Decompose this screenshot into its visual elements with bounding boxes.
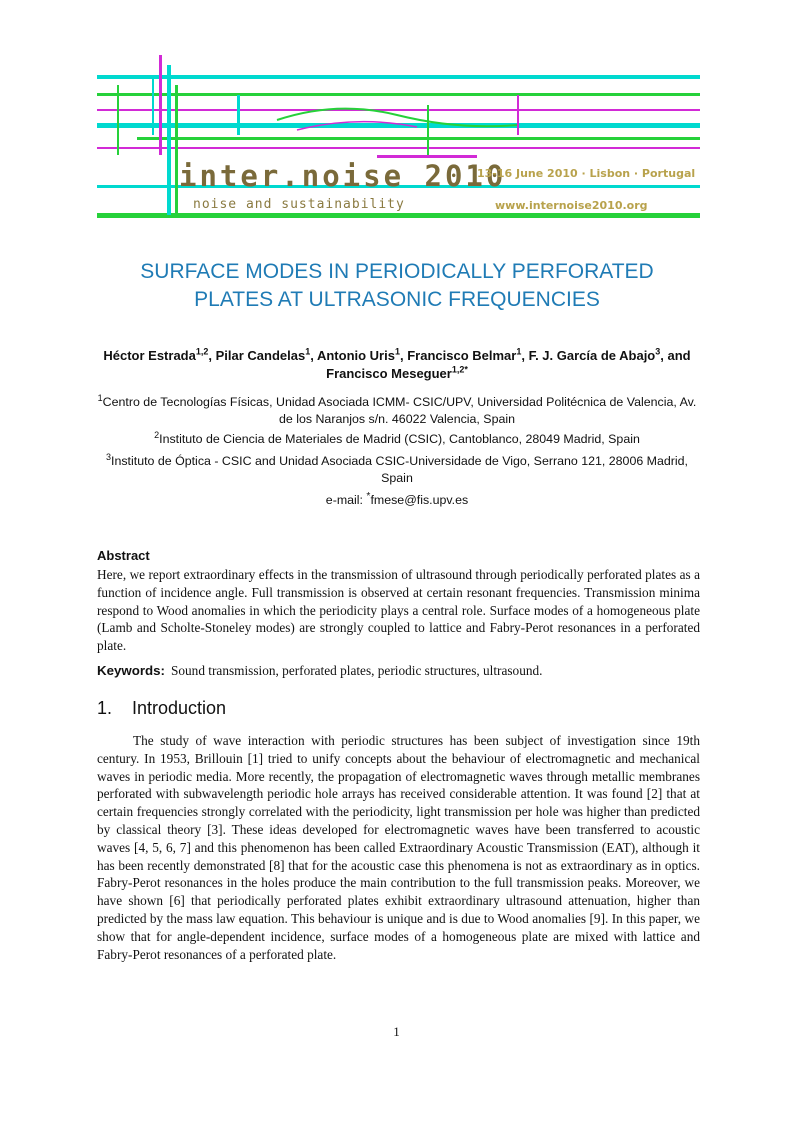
email-address[interactable]: fmese@fis.upv.es	[370, 493, 469, 508]
affiliation-text: Instituto de Óptica - CSIC and Unidad Asociada CSIC-Universidade de Vigo, Serrano 121, 28006 Madrid, Spain	[111, 454, 688, 485]
author-affiliation-mark: 1	[394, 346, 400, 357]
author-separator: ,	[521, 348, 529, 363]
author-name: Héctor Estrada	[103, 348, 196, 363]
contact-email	[97, 491, 697, 507]
affiliation-3	[97, 453, 697, 487]
banner-url[interactable]: www.internoise2010.org	[495, 199, 648, 212]
banner-subtitle: noise and sustainability	[193, 197, 405, 212]
email-label: e-mail:	[325, 493, 367, 508]
author-list	[97, 347, 697, 383]
author-separator: ,	[399, 348, 408, 363]
author-name: F. J. García de Abajo	[528, 348, 656, 363]
keywords	[97, 663, 542, 679]
keywords-label: Keywords:	[97, 663, 165, 678]
conference-banner	[97, 45, 700, 221]
affiliation-mark: 3	[106, 451, 112, 462]
affiliation-mark: 1	[97, 392, 103, 403]
banner-title: inter.noise 2010	[179, 159, 507, 193]
affiliation-2	[97, 431, 697, 448]
author-name: Antonio Uris	[316, 348, 395, 363]
author-name: Francisco Belmar	[407, 348, 517, 363]
author-separator: , and	[660, 348, 691, 363]
author-name: Pilar Candelas	[215, 348, 306, 363]
section-number: 1.	[97, 698, 113, 718]
banner-artwork	[97, 45, 700, 221]
paper-title-line-1: SURFACE MODES IN PERIODICALLY PERFORATED	[140, 260, 654, 283]
author-affiliation-mark: 3	[655, 346, 661, 357]
author-affiliation-mark: 1	[516, 346, 522, 357]
affiliation-text: Centro de Tecnologías Físicas, Unidad Asociada ICMM- CSIC/UPV, Universidad Politécnica de Valencia, Av. de los Naranjos s/n. 46022 Valencia, Spain	[102, 395, 697, 426]
author-name: Francisco Meseguer	[326, 366, 452, 381]
affiliation-text: Instituto de Ciencia de Materiales de Madrid (CSIC), Cantoblanco, 28049 Madrid, Spain	[159, 432, 640, 446]
author-affiliation-mark: 1	[305, 346, 311, 357]
author-separator: ,	[208, 348, 216, 363]
section-title: Introduction	[132, 698, 227, 718]
banner-dates: 13-16 June 2010 · Lisbon · Portugal	[477, 167, 696, 180]
abstract-text: Here, we report extraordinary effects in the transmission of ultrasound through periodically perforated plates as a function of incidence angle. Full transmission is observed at certain resonant frequencies. Transmission minima respond to Wood anomalies in which the periodicity plays a central role. Surface modes of a homogeneous plate (Lamb and Scholte-Stoneley modes) are strongly coupled to lattice and Fabry-Perot resonances in a perforated plate.	[97, 567, 700, 654]
affiliation-mark: 2	[154, 429, 160, 440]
keywords-list: Sound transmission, perforated plates, periodic structures, ultrasound.	[170, 663, 543, 678]
paper-title	[97, 258, 697, 314]
affiliation-1	[97, 394, 697, 428]
email-mark: *	[366, 491, 371, 502]
page-number: 1	[393, 1024, 400, 1039]
author-separator: ,	[310, 348, 317, 363]
paper-title-line-2: PLATES AT ULTRASONIC FREQUENCIES	[194, 288, 600, 311]
corresponding-author-mark: *	[464, 364, 468, 375]
author-affiliation-mark: 1,2	[451, 364, 465, 375]
section-heading	[97, 698, 226, 719]
abstract-heading: Abstract	[97, 548, 150, 563]
author-affiliation-mark: 1,2	[195, 346, 209, 357]
introduction-text: The study of wave interaction with periodic structures has been subject of investigation since 19th century. In 1953, Brillouin [1] tried to unify concepts about the behaviour of electromagnetic and mechanical waves in periodic media. More recently, the propagation of electromagnetic waves through metallic membranes perforated with subwavelength periodic hole arrays has received considerable attention. It was found [2] that at certain frequencies strongly correlated with the periodicity, light transmission per hole was higher than predicted by classical theory [3]. These ideas developed for electromagnetic waves have been transferred to acoustic waves [4, 5, 6, 7] and this phenomenon has been called Extraordinary Acoustic Transmission (EAT), although it has been recently demonstrated [8] that for the acoustic case this phenomena is not as extraordinary as in optics. Fabry-Perot resonances in the holes produce the main contribution to the full transmission peaks. Moreover, we have shown [6] that periodically perforated plates exhibit extraordinary ultrasound attenuation, higher than predicted by the mass law equation. This behaviour is unique and is due to Wood anomalies [9]. In this paper, we show that for angle-dependent incidence, surface modes of a homogeneous plate are mixed with lattice and Fabry-Perot resonances of a perforated plate.	[97, 733, 700, 962]
